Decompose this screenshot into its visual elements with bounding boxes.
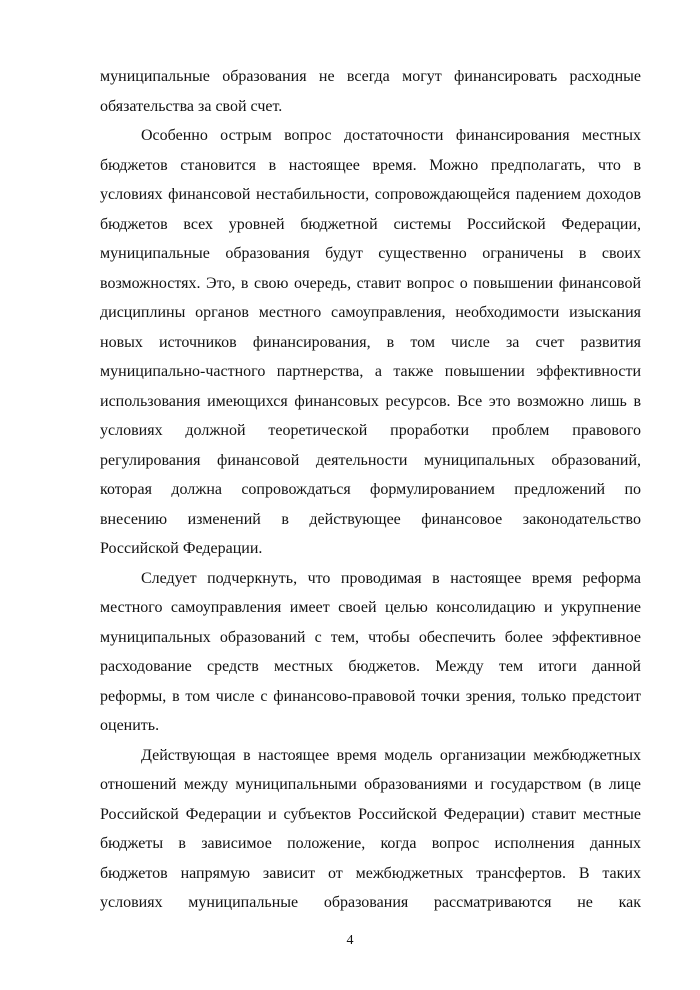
text-line: которая должна сопровождаться формулированием предложений по (100, 481, 641, 498)
text-line: бюджетов всех уровней бюджетной системы Российской Федерации, (100, 215, 641, 233)
text-line: использования имеющихся финансовых ресурсов. Все это возможно лишь в (100, 392, 641, 410)
text-line: муниципальные образования не всегда могут финансировать расходные (100, 68, 641, 85)
paragraph (100, 741, 641, 918)
text-line: отношений между муниципальными образованиями и государством (в лице (100, 776, 641, 793)
document-body (100, 62, 641, 918)
text-line: новых источников финансирования, в том числе за счет развития (100, 333, 641, 351)
text-line: внесению изменений в действующее финансовое законодательство (100, 510, 641, 528)
text-line: местного самоуправления имеет своей целью консолидацию и укрупнение (100, 599, 641, 616)
text-line: Российской Федерации и субъектов Российской Федерации) ставит местные (100, 805, 641, 823)
text-line: условиях финансовой нестабильности, сопровождающейся падением доходов (100, 186, 641, 203)
text-line: Действующая в настоящее время модель организации межбюджетных (141, 746, 641, 764)
text-line: бюджеты в зависимое положение, когда вопрос исполнения данных (100, 835, 641, 852)
text-line: регулирования финансовой деятельности муниципальных образований, (100, 451, 641, 469)
paragraph (100, 62, 641, 121)
text-line: дисциплины органов местного самоуправления, необходимости изыскания (100, 304, 641, 321)
text-line: Российской Федерации. (100, 540, 263, 557)
text-line: условиях муниципальные образования рассматриваются не как (100, 894, 641, 911)
text-line: условиях должной теоретической проработки проблем правового (100, 422, 641, 439)
paragraph (100, 564, 641, 741)
text-line: расходование средств местных бюджетов. Между тем итоги данной (100, 658, 641, 675)
text-line: муниципально-частного партнерства, а также повышении эффективности (100, 363, 641, 380)
text-line: муниципальных образований с тем, чтобы обеспечить более эффективное (100, 628, 641, 646)
text-line: возможностях. Это, в свою очередь, ставит вопрос о повышении финансовой (100, 274, 641, 292)
text-line: обязательства за свой счет. (100, 97, 283, 115)
text-line: Особенно острым вопрос достаточности финансирования местных (141, 127, 641, 144)
text-line: Следует подчеркнуть, что проводимая в настоящее время реформа (141, 569, 641, 587)
text-line: бюджетов становится в настоящее время. Можно предполагать, что в (100, 156, 641, 174)
page-number: 4 (346, 933, 354, 948)
paragraph (100, 121, 641, 564)
text-line: реформы, в том числе с финансово-правовой точки зрения, только предстоит (100, 687, 641, 705)
text-line: муниципальные образования будут существенно ограничены в своих (100, 245, 641, 262)
text-line: бюджетов напрямую зависит от межбюджетных трансфертов. В таких (100, 864, 641, 882)
text-line: оценить. (100, 717, 160, 734)
